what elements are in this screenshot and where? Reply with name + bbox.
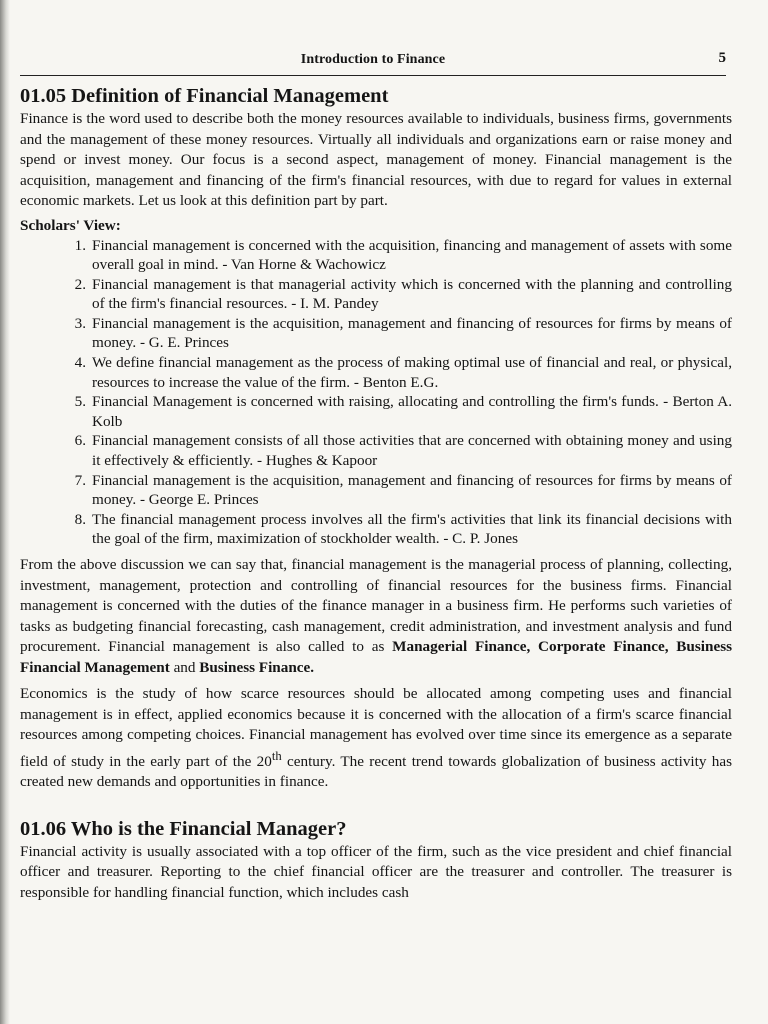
- item-number: 5.: [74, 393, 86, 411]
- item-number: 3.: [74, 314, 86, 332]
- item-text: The financial management process involves all the firm's activities that link its financial decisions with the goal of the firm, maximization of stockholder wealth. - C. P. Jones: [92, 510, 732, 548]
- financial-manager-paragraph: Financial activity is usually associated with a top officer of the firm, such as the vice president and chief financial officer and treasurer. Reporting to the chief financial officer are the treasurer and controller. The treasurer is responsible for handling financial function, which includes cash: [20, 842, 732, 901]
- definition-paragraph: Finance is the word used to describe both the money resources available to individuals, business firms, governments and the management of these money resources. Virtually all individuals and organizations earn or raise money and spend or invest money. Our focus is a second aspect, management of money. Financial management is the acquisition, management and financing of the firm's financial resources, with due to regard for values in external economic markets. Let us look at this definition part by part.: [20, 110, 732, 209]
- binding-shadow: [0, 0, 10, 1024]
- item-number: 4.: [74, 354, 86, 372]
- scholar-item: [62, 431, 732, 470]
- discussion-paragraph: [20, 555, 732, 678]
- discussion-bold-terms-2: Business Finance.: [199, 658, 315, 676]
- item-number: 8.: [74, 510, 86, 528]
- economics-tail: century. The recent trend towards globalization of business activity has created new demands and opportunities in finance.: [20, 752, 733, 791]
- item-number: 7.: [74, 471, 86, 489]
- scholars-list: [20, 236, 732, 550]
- scholar-item: [62, 510, 732, 549]
- discussion-text: From the above discussion we can say that, financial management is the managerial process of planning, collecting, investment, management, protection and controlling of financial resources for the business firms. Financial management is concerned with the duties of the finance manager in a business firm. He performs such varieties of tasks as budgeting financial forecasting, cash management, credit administration, and investment analysis and fund procurement. Financial management is also called to as: [20, 556, 732, 655]
- scholar-item: [62, 236, 732, 275]
- scholar-item: [62, 353, 732, 392]
- economics-paragraph: [20, 684, 732, 793]
- economics-text: Economics is the study of how scarce resources should be allocated among competing uses and financial management is in effect, applied economics because it is concerned with the allocation of a firm's scarce financial resources among competing choices. Financial management has evolved over time since its emergence as a separate field of study in the early part of the 20: [20, 685, 732, 770]
- scholar-item: [62, 471, 732, 510]
- item-text: Financial Management is concerned with raising, allocating and controlling the firm's funds. - Berton A. Kolb: [92, 393, 732, 430]
- scholars-heading: Scholars' View:: [20, 216, 121, 234]
- scholar-item: [62, 275, 732, 314]
- item-number: 6.: [74, 432, 86, 450]
- scholar-item: [62, 392, 732, 431]
- ordinal-superscript: th: [271, 748, 282, 763]
- scholar-item: [62, 314, 732, 353]
- item-number: 1.: [74, 236, 86, 254]
- page-header: [20, 50, 726, 72]
- discussion-and: and: [173, 658, 196, 676]
- page-number: 5: [718, 50, 726, 66]
- discussion-bold-terms: Managerial Finance, Corporate Finance, Business Financial Management: [20, 638, 733, 676]
- item-text: We define financial management as the process of making optimal use of financial and real, or physical, resources to increase the value of the firm. - Benton E.G.: [92, 354, 732, 391]
- item-text: Financial management is that managerial activity which is concerned with the planning and controlling of the firm's financial resources. - I. M. Pandey: [92, 275, 732, 313]
- item-text: Financial management is concerned with the acquisition, financing and management of assets with some overall goal in mind. - Van Horne & Wachowicz: [92, 236, 732, 274]
- item-text: Financial management consists of all those activities that are concerned with obtaining money and using it effectively & efficiently. - Hughes & Kapoor: [92, 432, 732, 470]
- page-content: [20, 84, 732, 903]
- section-heading-financial-manager: 01.06 Who is the Financial Manager?: [20, 817, 347, 840]
- item-text: Financial management is the acquisition, management and financing of resources for firms by means of money. - George E. Princes: [92, 471, 732, 509]
- item-text: Financial management is the acquisition, management and financing of resources for firms by means of money. - G. E. Princes: [92, 314, 732, 352]
- item-number: 2.: [74, 275, 86, 293]
- running-title: Introduction to Finance: [300, 52, 446, 67]
- header-rule: [20, 75, 726, 76]
- section-heading-definition: 01.05 Definition of Financial Management: [20, 85, 389, 107]
